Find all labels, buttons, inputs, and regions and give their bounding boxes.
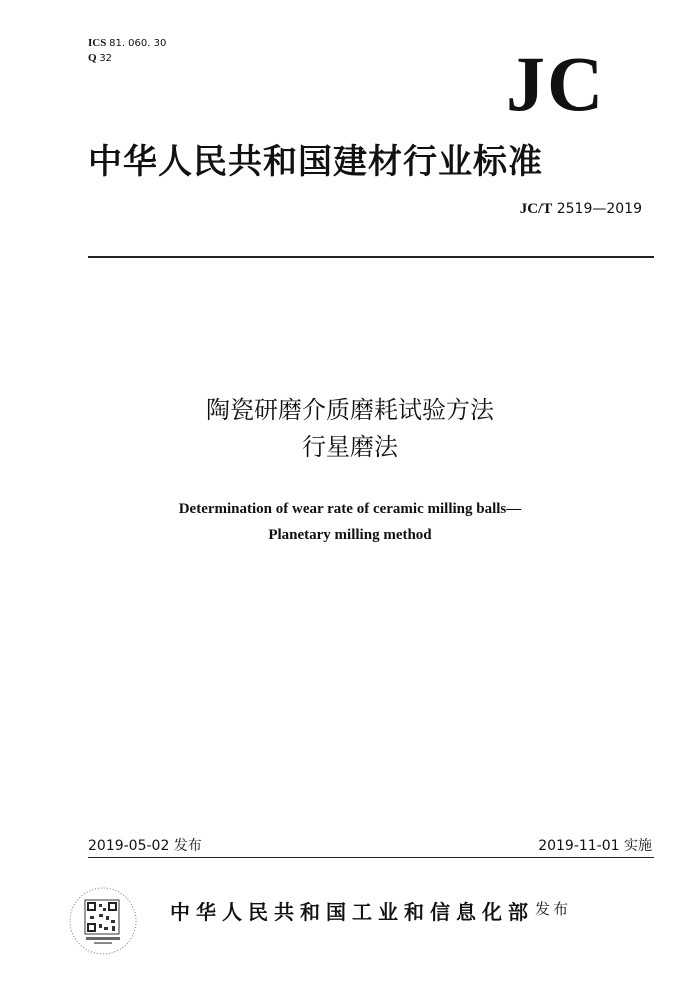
footer-divider bbox=[88, 857, 654, 858]
ccs-label: Q bbox=[88, 52, 97, 64]
qr-code-seal bbox=[68, 886, 138, 956]
implementation-date: 2019-11-01 实施 bbox=[538, 838, 652, 854]
header-divider bbox=[88, 256, 654, 258]
issuing-authority-title: 中华人民共和国建材行业标准 bbox=[88, 142, 543, 182]
jc-logo: JC bbox=[506, 40, 606, 127]
classification-codes bbox=[88, 36, 166, 66]
title-zh-line1: 陶瓷研磨介质磨耗试验方法 bbox=[206, 396, 494, 424]
issuing-ministry: 中华人民共和国工业和信息化部 bbox=[170, 900, 534, 924]
issue-date: 2019-05-02 发布 bbox=[88, 838, 202, 854]
standard-code bbox=[520, 201, 642, 218]
ics-code: 81. 060. 30 bbox=[109, 38, 167, 49]
standard-number: 2519—2019 bbox=[556, 201, 642, 217]
title-zh-line2: 行星磨法 bbox=[302, 433, 398, 461]
title-en-line2: Planetary milling method bbox=[268, 527, 432, 543]
title-en-line1: Determination of wear rate of ceramic milling balls— bbox=[178, 501, 522, 517]
ccs-code: 32 bbox=[99, 53, 113, 64]
standard-prefix: JC/T bbox=[519, 201, 553, 217]
ics-label: ICS bbox=[88, 37, 107, 49]
issue-label: 发布 bbox=[535, 900, 572, 918]
ccs-line bbox=[88, 51, 166, 66]
ics-line bbox=[88, 36, 166, 51]
